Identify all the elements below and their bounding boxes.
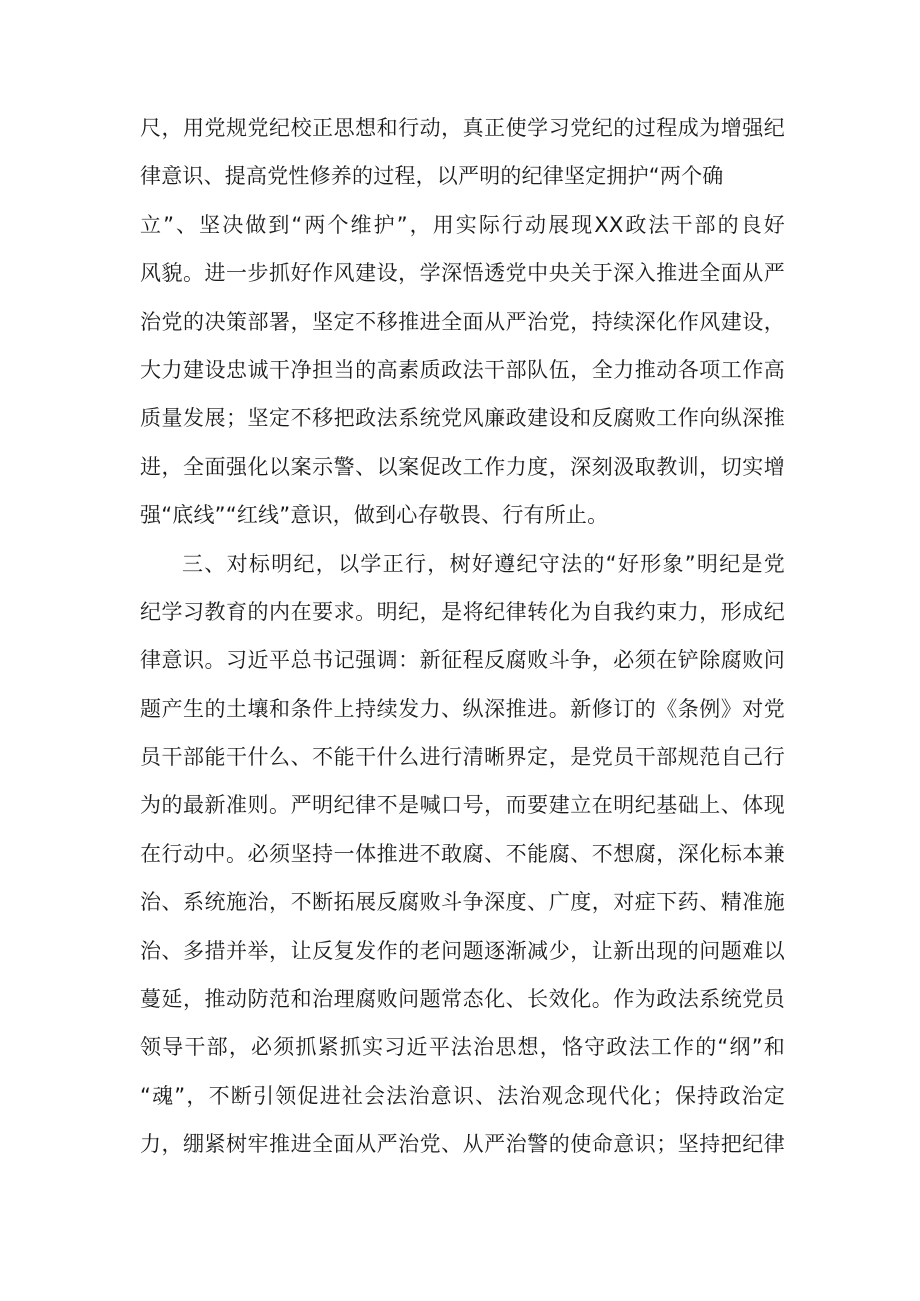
text-line: 力，绷紧树牢推进全面从严治党、从严治警的使命意识；坚持把纪律 xyxy=(140,1132,785,1157)
text-line: “魂”，不断引领促进社会法治意识、法治观念现代化；保持政治定 xyxy=(140,1083,785,1108)
section-heading-line: 三、对标明纪，以学正行，树好遵纪守法的“好形象”明纪是党 xyxy=(182,551,785,576)
text-line: 治、系统施治，不断拓展反腐败斗争深度、广度，对症下药、精准施 xyxy=(140,890,785,915)
document-body xyxy=(140,104,785,1169)
text-line: 纪学习教育的内在要求。明纪，是将纪律转化为自我约束力，形成纪 xyxy=(140,599,785,624)
text-line: 为的最新准则。严明纪律不是喊口号，而要建立在明纪基础上、体现 xyxy=(140,793,785,818)
text-line: 蔓延，推动防范和治理腐败问题常态化、长效化。作为政法系统党员 xyxy=(140,987,785,1012)
text-line: 在行动中。必须坚持一体推进不敢腐、不能腐、不想腐，深化标本兼 xyxy=(140,841,785,866)
text-line: 员干部能干什么、不能干什么进行清晰界定，是党员干部规范自己行 xyxy=(140,745,785,770)
text-line: 律意识。习近平总书记强调：新征程反腐败斗争，必须在铲除腐败问 xyxy=(140,648,785,673)
text-line: 治党的决策部署，坚定不移推进全面从严治党，持续深化作风建设， xyxy=(140,309,785,334)
text-line: 大力建设忠诚干净担当的高素质政法干部队伍，全力推动各项工作高 xyxy=(140,357,785,382)
text-line: 风貌。进一步抓好作风建设，学深悟透党中央关于深入推进全面从严 xyxy=(140,261,785,286)
text-line: 质量发展；坚定不移把政法系统党风廉政建设和反腐败工作向纵深推 xyxy=(140,406,785,431)
text-line: 治、多措并举，让反复发作的老问题逐渐减少，让新出现的问题难以 xyxy=(140,938,785,963)
text-line: 立”、坚决做到“两个维护”，用实际行动展现XX政法干部的良好 xyxy=(140,212,785,237)
text-line: 题产生的土壤和条件上持续发力、纵深推进。新修订的《条例》对党 xyxy=(140,696,785,721)
text-line: 尺，用党规党纪校正思想和行动，真正使学习党纪的过程成为增强纪 xyxy=(140,116,785,140)
text-line: 律意识、提高党性修养的过程，以严明的纪律坚定拥护“两个确 xyxy=(140,164,724,189)
text-line: 进，全面强化以案示警、以案促改工作力度，深刻汲取教训，切实增 xyxy=(140,454,785,479)
text-line: 领导干部，必须抓紧抓实习近平法治思想，恪守政法工作的“纲”和 xyxy=(140,1035,785,1060)
text-line: 强“底线”“红线”意识，做到心存敬畏、行有所止。 xyxy=(140,503,609,528)
